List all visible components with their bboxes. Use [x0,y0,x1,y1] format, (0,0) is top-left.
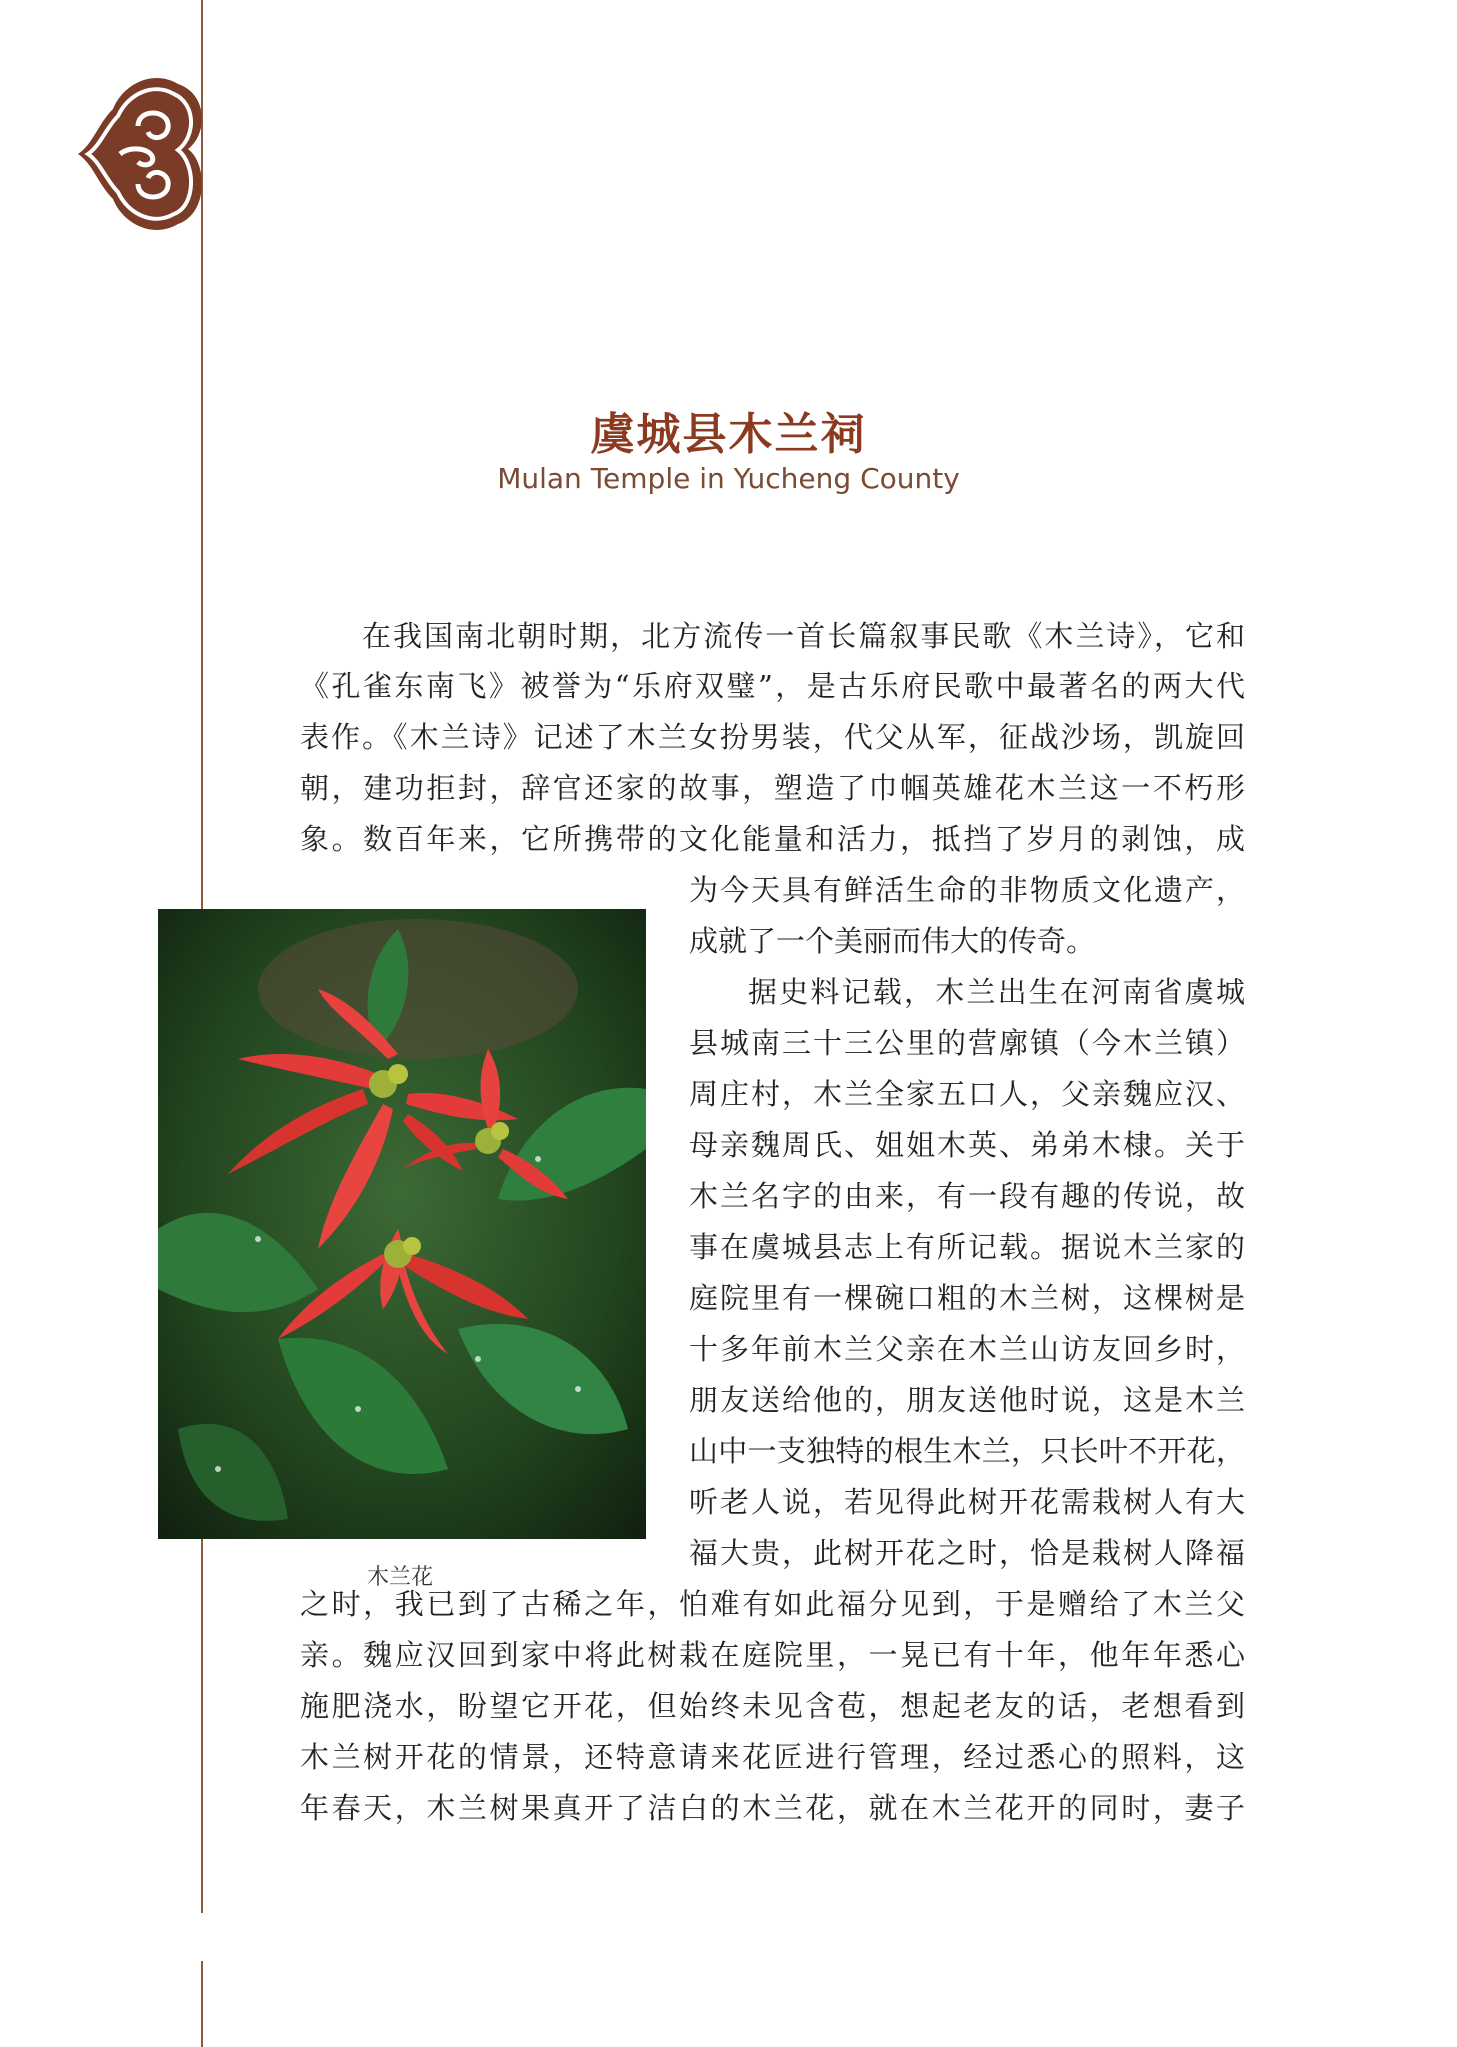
text-line: 周庄村，木兰全家五口人，父亲魏应汉、 [689,1077,1245,1111]
text-line: 之时，我已到了古稀之年，怕难有如此福分见到，于是赠给了木兰父 [300,1587,1245,1621]
text-line: 朝，建功拒封，辞官还家的故事，塑造了巾帼英雄花木兰这一不朽形 [300,771,1245,805]
text-line: 成就了一个美丽而伟大的传奇。 [689,924,1096,958]
text-line: 庭院里有一棵碗口粗的木兰树，这棵树是 [689,1281,1245,1315]
text-line: 福大贵，此树开花之时，恰是栽树人降福 [689,1536,1245,1570]
text-line: 事在虞城县志上有所记载。据说木兰家的 [689,1230,1245,1264]
text-line: 山中一支独特的根生木兰，只长叶不开花， [689,1434,1245,1468]
text-line: 十多年前木兰父亲在木兰山访友回乡时， [689,1332,1245,1366]
flower-photo [158,909,646,1539]
text-line: 听老人说，若见得此树开花需栽树人有大 [689,1485,1245,1519]
text-line: 《孔雀东南飞》被誉为“乐府双璧”，是古乐府民歌中最著名的两大代 [300,669,1245,703]
text-line: 在我国南北朝时期，北方流传一首长篇叙事民歌《木兰诗》，它和 [362,619,1245,653]
text-line: 象。数百年来，它所携带的文化能量和活力，抵挡了岁月的剥蚀，成 [300,822,1245,856]
text-line: 木兰名字的由来，有一段有趣的传说，故 [689,1179,1245,1213]
margin-rule-bottom [201,1961,203,2047]
text-line: 亲。魏应汉回到家中将此树栽在庭院里，一晃已有十年，他年年悉心 [300,1638,1245,1672]
page-title: 虞城县木兰祠 [590,409,867,460]
text-line: 为今天具有鲜活生命的非物质文化遗产， [689,873,1245,907]
text-line: 施肥浇水，盼望它开花，但始终未见含苞，想起老友的话，老想看到 [300,1689,1245,1723]
text-line: 母亲魏周氏、姐姐木英、弟弟木棣。关于 [689,1128,1245,1162]
page-subtitle: Mulan Temple in Yucheng County [497,462,960,495]
text-line: 年春天，木兰树果真开了洁白的木兰花，就在木兰花开的同时，妻子 [300,1791,1245,1825]
text-line: 据史料记载，木兰出生在河南省虞城 [748,975,1245,1009]
text-line: 朋友送给他的，朋友送他时说，这是木兰 [689,1383,1245,1417]
cloud-ornament-icon [68,64,208,244]
image-caption: 木兰花 [366,1565,433,1590]
text-line: 表作。《木兰诗》记述了木兰女扮男装，代父从军，征战沙场，凯旋回 [300,720,1245,754]
text-line: 县城南三十三公里的营廓镇（今木兰镇） [689,1026,1245,1060]
text-line: 木兰树开花的情景，还特意请来花匠进行管理，经过悉心的照料，这 [300,1740,1245,1774]
